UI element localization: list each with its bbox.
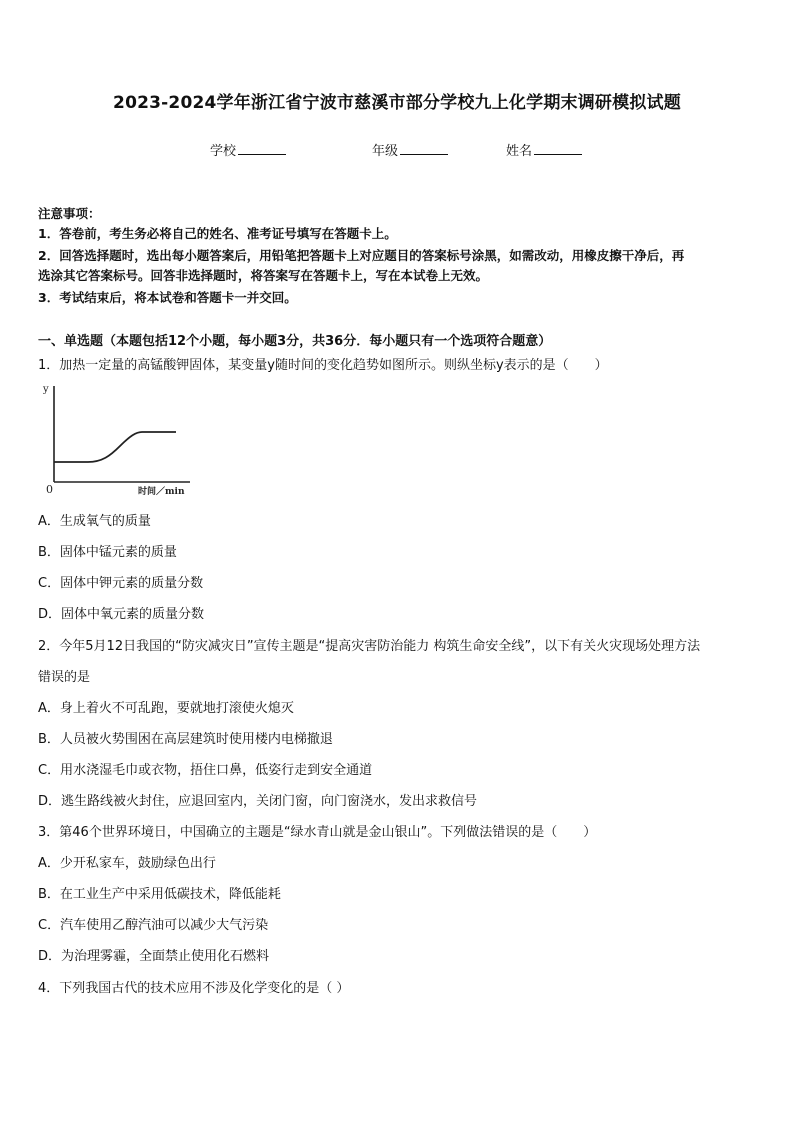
q3-stem: 3．第46个世界环境日，中国确立的主题是“绿水青山就是金山银山”。下列做法错误的是（ ）: [38, 825, 597, 840]
q2-stem-line1: 2．今年5月12日我国的“防灾减灾日”宣传主题是“提高灾害防治能力 构筑生命安全线”，以下有关火灾现场处理方法: [38, 639, 701, 654]
q1-chart: [36, 378, 196, 500]
chart-x-label: 时间／min: [138, 487, 185, 497]
chart-y-label: y: [43, 384, 49, 395]
q2-option-c[interactable]: C．用水浇湿毛巾或衣物，捂住口鼻，低姿行走到安全通道: [38, 763, 373, 778]
grade-blank[interactable]: [400, 142, 448, 155]
q3-option-c[interactable]: C．汽车使用乙醇汽油可以减少大气污染: [38, 918, 269, 933]
notice-item-2: 2．回答选择题时，选出每小题答案后，用铅笔把答题卡上对应题目的答案标号涂黑，如需改动，用橡皮擦干净后，再: [38, 248, 685, 263]
grade-field: [372, 140, 448, 159]
q1-option-d[interactable]: D．固体中氧元素的质量分数: [38, 607, 205, 622]
notice-item-3: 3．考试结束后，将本试卷和答题卡一并交回。: [38, 290, 297, 305]
school-field: [210, 140, 286, 159]
q1-option-c[interactable]: C．固体中钾元素的质量分数: [38, 576, 204, 591]
school-label: 学校: [210, 144, 237, 159]
q2-option-b[interactable]: B．人员被火势围困在高层建筑时使用楼内电梯撤退: [38, 732, 333, 747]
q3-option-a[interactable]: A．少开私家车，鼓励绿色出行: [38, 856, 216, 871]
q3-option-b[interactable]: B．在工业生产中采用低碳技术，降低能耗: [38, 887, 281, 902]
notice-heading: 注意事项：: [38, 206, 101, 221]
name-blank[interactable]: [534, 142, 582, 155]
q1-stem: 1．加热一定量的高锰酸钾固体，某变量y随时间的变化趋势如图所示。则纵坐标y表示的是（ ）: [38, 358, 608, 373]
page-title: 2023-2024学年浙江省宁波市慈溪市部分学校九上化学期末调研模拟试题: [113, 93, 681, 113]
school-blank[interactable]: [238, 142, 286, 155]
grade-label: 年级: [372, 144, 399, 159]
name-label: 姓名: [506, 144, 533, 159]
q4-stem: 4．下列我国古代的技术应用不涉及化学变化的是（ ）: [38, 981, 350, 996]
q2-stem-line2: 错误的是: [38, 670, 91, 685]
section-heading: 一、单选题（本题包括12个小题，每小题3分，共36分．每小题只有一个选项符合题意）: [38, 334, 552, 349]
q1-option-b[interactable]: B．固体中锰元素的质量: [38, 545, 177, 560]
notice-item-1: 1．答卷前，考生务必将自己的姓名、准考证号填写在答题卡上。: [38, 226, 397, 241]
chart-origin-label: 0: [46, 483, 53, 496]
name-field: [506, 140, 582, 159]
q3-option-d[interactable]: D．为治理雾霾，全面禁止使用化石燃料: [38, 949, 270, 964]
q2-option-a[interactable]: A．身上着火不可乱跑，要就地打滚使火熄灭: [38, 701, 294, 716]
q2-option-d[interactable]: D．逃生路线被火封住，应退回室内，关闭门窗，向门窗浇水，发出求救信号: [38, 794, 478, 809]
notice-item-2-cont: 选涂其它答案标号。回答非选择题时，将答案写在答题卡上，写在本试卷上无效。: [38, 268, 489, 283]
q1-option-a[interactable]: A．生成氧气的质量: [38, 514, 151, 529]
